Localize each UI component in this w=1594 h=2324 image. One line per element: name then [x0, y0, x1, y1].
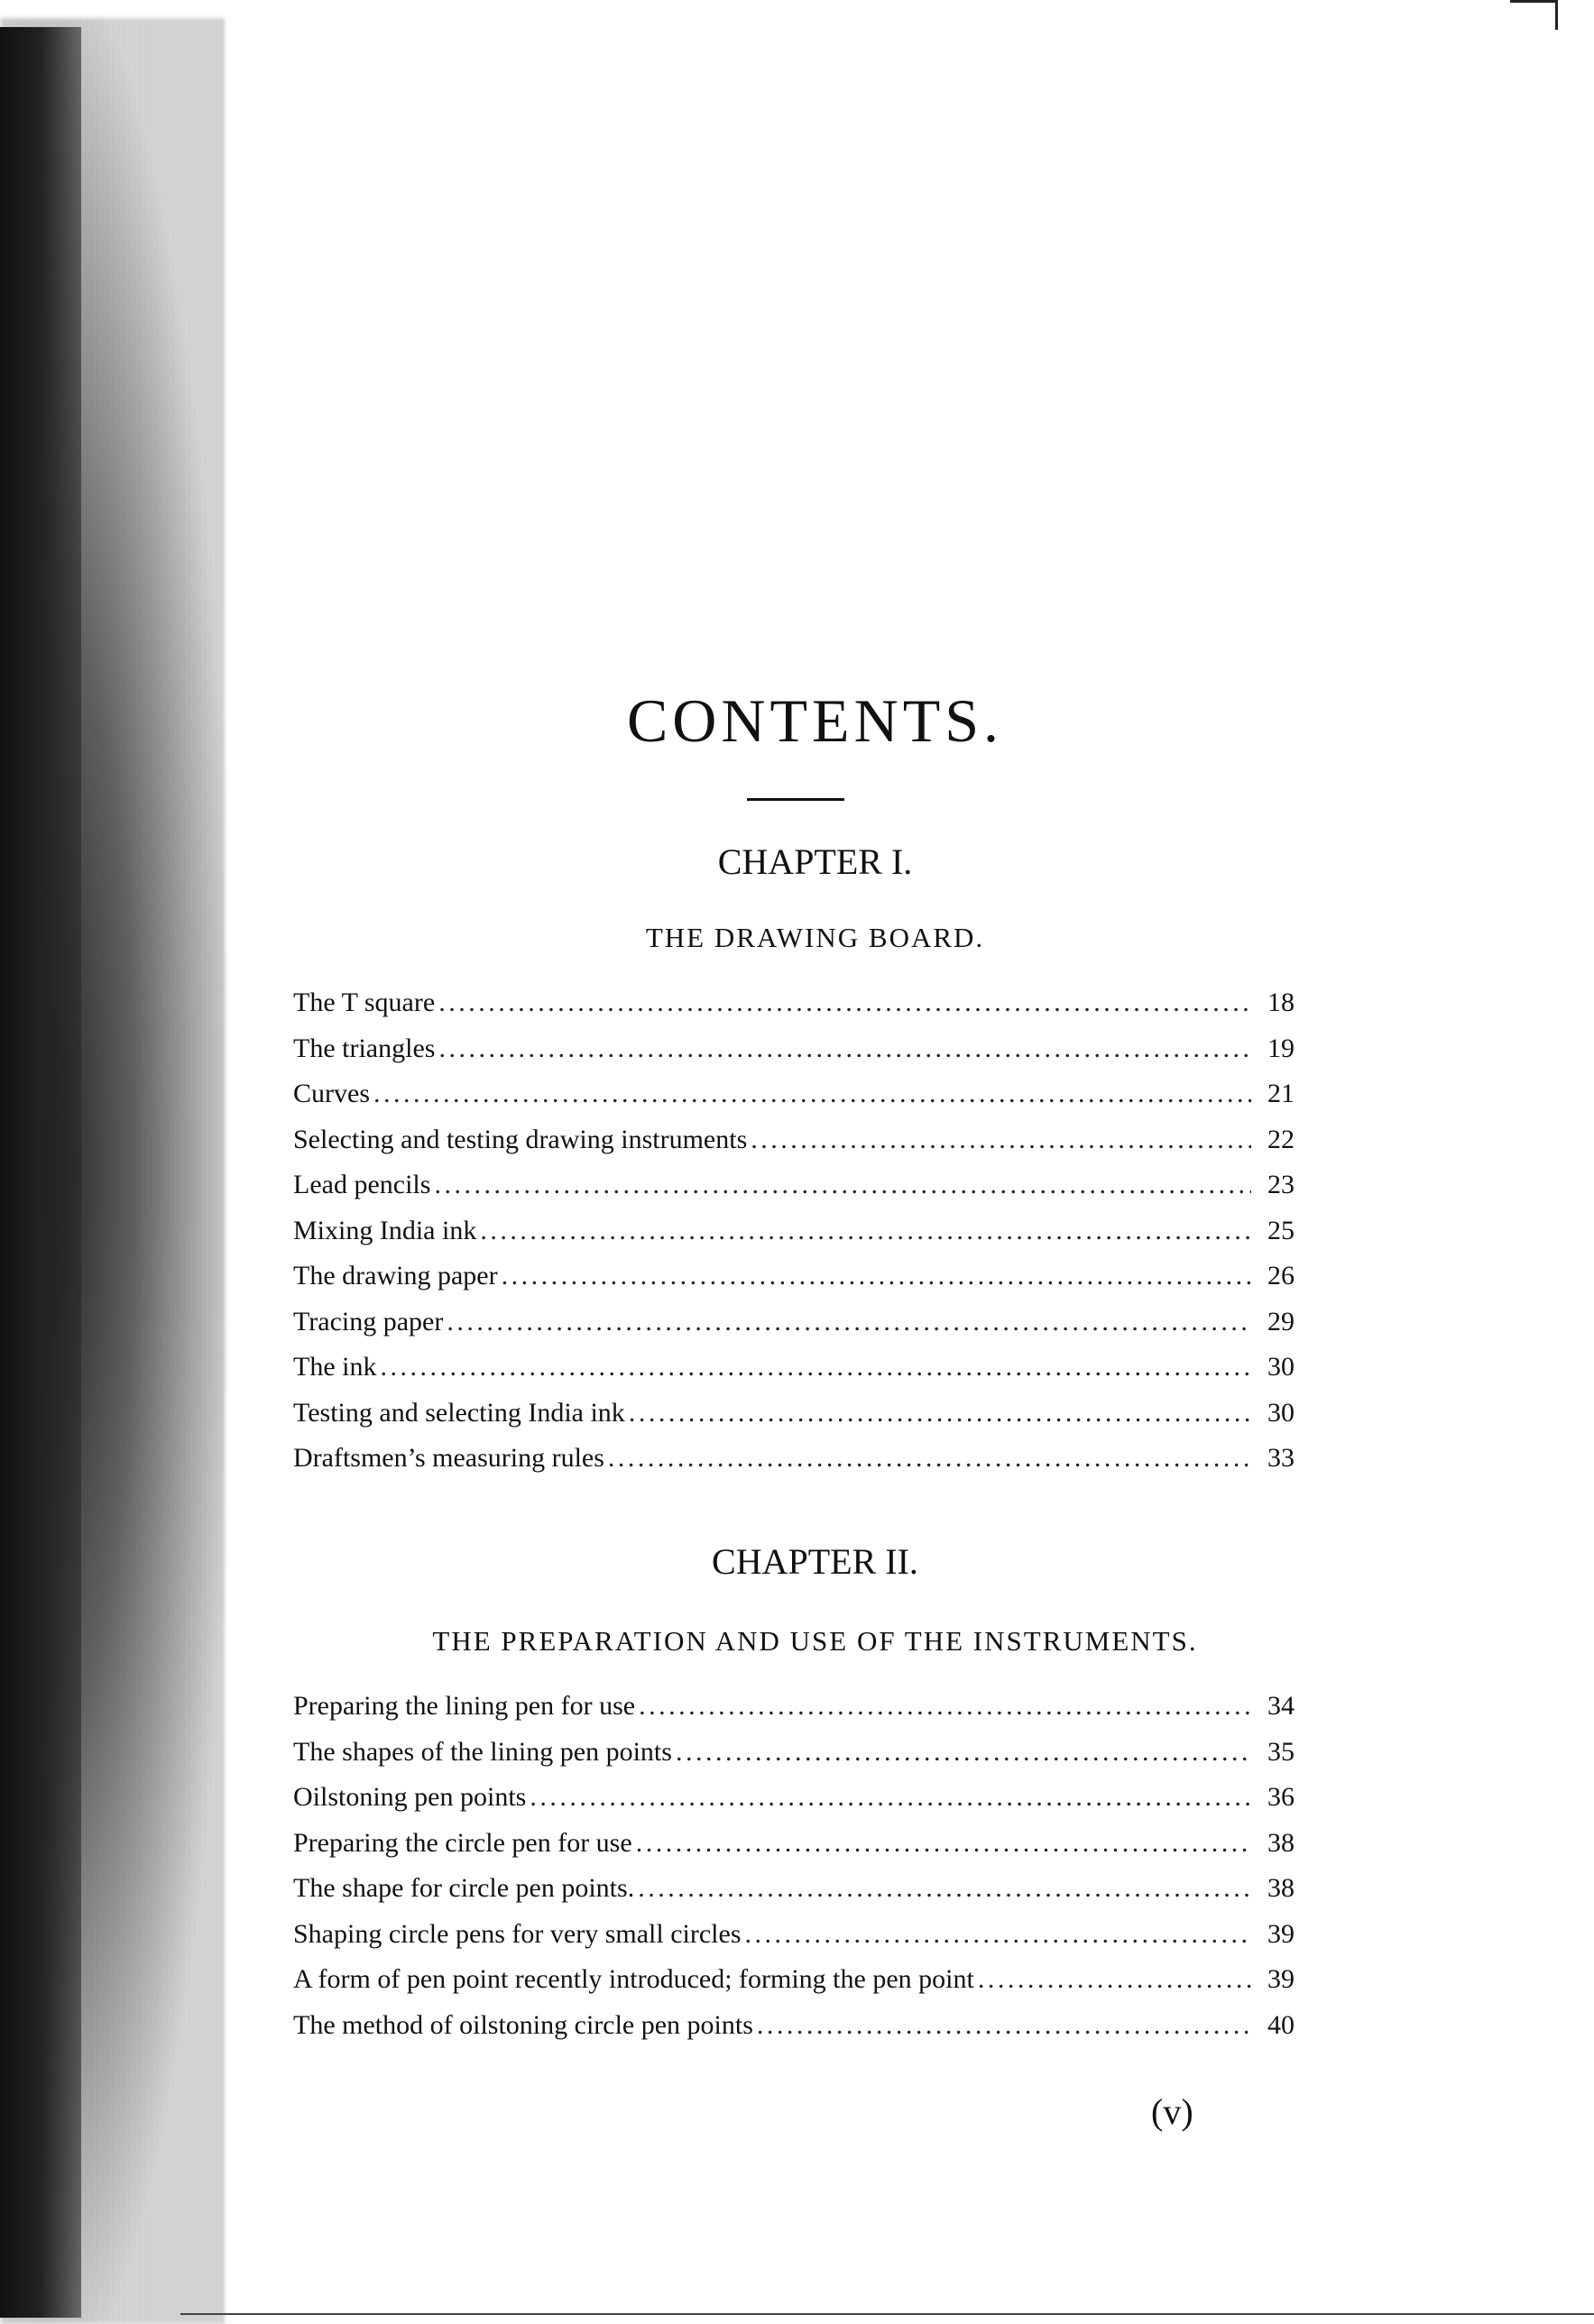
dot-leader: [745, 1919, 1252, 1950]
page-corner-mark: [1510, 0, 1558, 30]
chapter-1-heading: CHAPTER I.: [717, 841, 913, 882]
toc-entry-title: Lead pencils: [293, 1170, 431, 1199]
dot-leader: [639, 1691, 1251, 1722]
toc-entry: [293, 1828, 1322, 1874]
toc-entry-page: 33: [1267, 1443, 1295, 1473]
toc-entry-title: The triangles: [293, 1033, 436, 1063]
dot-leader: [530, 1782, 1251, 1813]
toc-entry-title: The T square: [293, 987, 436, 1017]
toc-entry: [293, 1964, 1322, 2010]
toc-entry-page: 36: [1267, 1782, 1295, 1812]
toc-entry-title: The ink: [293, 1352, 377, 1382]
toc-entry-title: The shape for circle pen points.: [293, 1873, 635, 1903]
toc-entry-title: Shaping circle pens for very small circles: [293, 1918, 742, 1949]
toc-entry-title: A form of pen point recently introduced; forming the pen point: [293, 1964, 974, 1994]
toc-entry: [293, 1737, 1322, 1783]
toc-entry: [293, 1170, 1322, 1216]
toc-entry-page: 38: [1267, 1873, 1295, 1903]
toc-entry-page: 23: [1267, 1170, 1295, 1199]
toc-entry-title: Oilstoning pen points: [293, 1782, 527, 1812]
dot-leader: [434, 1170, 1251, 1200]
toc-entry-page: 19: [1267, 1033, 1295, 1063]
toc-entry: [293, 1216, 1322, 1262]
toc-entry-title: The shapes of the lining pen points: [293, 1736, 672, 1767]
toc-entry: [293, 1261, 1322, 1307]
toc-entry-page: 18: [1267, 987, 1295, 1017]
dot-leader: [757, 2010, 1251, 2041]
toc-entry-page: 30: [1267, 1397, 1295, 1428]
page-title: CONTENTS.: [626, 686, 1004, 755]
toc-entry-page: 29: [1267, 1306, 1295, 1337]
toc-entry: [293, 2010, 1322, 2056]
toc-entry-page: 26: [1267, 1261, 1295, 1291]
toc-entry: [293, 1691, 1322, 1737]
toc-entry: [293, 1125, 1322, 1171]
dot-leader: [636, 1828, 1251, 1859]
dot-leader: [438, 987, 1251, 1018]
toc-entry: [293, 1782, 1322, 1828]
dot-leader: [502, 1261, 1251, 1291]
toc-entry: [293, 1443, 1322, 1489]
toc-entry-page: 25: [1267, 1215, 1295, 1245]
page-bottom-edge: [180, 2313, 1594, 2315]
page-folio: (v): [1151, 2091, 1193, 2132]
toc-entry-title: The method of oilstoning circle pen points: [293, 2009, 753, 2040]
toc-entry-page: 21: [1267, 1079, 1295, 1108]
toc-entry-title: Mixing India ink: [293, 1215, 477, 1245]
toc-entry-title: Selecting and testing drawing instruments: [293, 1124, 748, 1154]
title-divider: [747, 798, 844, 801]
dot-leader: [480, 1216, 1251, 1246]
toc-entry-title: Draftsmen’s measuring rules: [293, 1443, 604, 1473]
chapter-2-toc: [293, 1691, 1322, 2055]
dot-leader: [447, 1307, 1251, 1337]
toc-entry: [293, 1398, 1322, 1444]
binding-edge: [0, 27, 81, 2318]
toc-entry: [293, 1307, 1322, 1353]
dot-leader: [638, 1873, 1251, 1904]
dot-leader: [751, 1125, 1251, 1155]
dot-leader: [978, 1964, 1251, 1995]
toc-entry-page: 39: [1267, 1918, 1295, 1949]
dot-leader: [373, 1079, 1251, 1109]
toc-entry-title: Tracing paper: [293, 1306, 444, 1337]
toc-entry: [293, 1919, 1322, 1965]
chapter-2-heading: CHAPTER II.: [712, 1541, 918, 1582]
toc-entry-page: 30: [1267, 1352, 1295, 1382]
toc-entry-title: Curves: [293, 1079, 370, 1108]
dot-leader: [438, 1033, 1251, 1064]
toc-entry: [293, 987, 1322, 1033]
toc-entry-page: 22: [1267, 1124, 1295, 1154]
toc-entry-page: 34: [1267, 1691, 1295, 1721]
dot-leader: [676, 1737, 1251, 1768]
toc-entry-page: 38: [1267, 1827, 1295, 1858]
chapter-2-subtitle: THE PREPARATION AND USE OF THE INSTRUMENTS.: [432, 1625, 1198, 1657]
toc-entry-page: 40: [1267, 2009, 1295, 2040]
toc-entry: [293, 1873, 1322, 1919]
chapter-1-toc: [293, 987, 1322, 1489]
toc-entry-title: Preparing the lining pen for use: [293, 1691, 636, 1721]
toc-entry: [293, 1033, 1322, 1079]
toc-entry: [293, 1079, 1322, 1125]
chapter-1-subtitle: THE DRAWING BOARD.: [645, 922, 985, 953]
toc-entry: [293, 1352, 1322, 1398]
dot-leader: [608, 1443, 1251, 1474]
toc-entry-page: 35: [1267, 1736, 1295, 1767]
dot-leader: [629, 1398, 1251, 1428]
toc-entry-title: Preparing the circle pen for use: [293, 1827, 632, 1858]
toc-entry-page: 39: [1267, 1964, 1295, 1994]
toc-entry-title: The drawing paper: [293, 1261, 498, 1291]
toc-entry-title: Testing and selecting India ink: [293, 1397, 625, 1428]
dot-leader: [380, 1352, 1251, 1382]
